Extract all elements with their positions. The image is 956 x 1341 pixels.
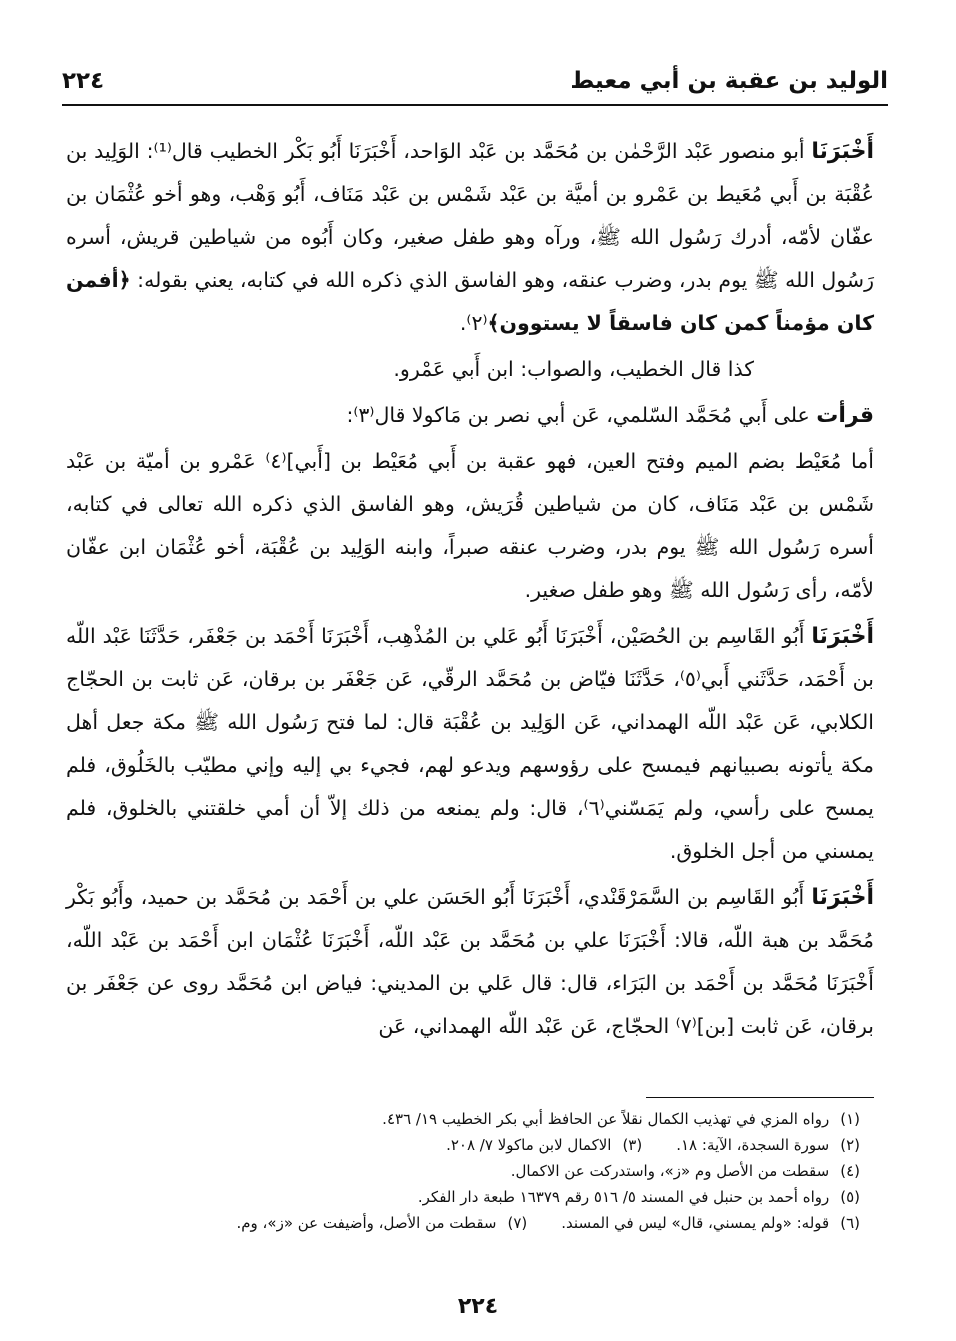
footnote-number: (١) [840,1110,860,1128]
footnote-text: سقطت من الأصل، وأضيفت عن «ز»، وم. [236,1214,497,1232]
footnote-text: الاكمال لابن ماكولا ٧/ ٢٠٨. [446,1136,612,1154]
paragraph-lead: قرأت [816,403,874,428]
footnote-text: قوله: «ولم يمسني، قال» ليس في المسند. [561,1214,830,1232]
paragraph-lead: أَخْبَرَنَا [811,885,874,910]
footnote [80,1210,860,1236]
paragraph-text: أما مُعَيْط بضم الميم وفتح العين، فهو عقبة بن أَبي مُعَيْط بن [أَبي]⁽٤⁾ عَمْرو بن أميّة بن عَبْد شَمْس بن عَبْد مَنَاف، كان من شياطين قُرَيش، وهو الفاسق الذي ذكره الله تعالى في كتابه، أسره رَسُول الله ﷺ يوم بدر، وضرب عنقه صبراً، وابنه الوَلِيد بن عُقْبَة، أخو عُثْمَان ابن عفّان لأمّه، رأى رَسُول الله ﷺ وهو طفل صغير. [66,449,874,602]
paragraph [66,394,874,437]
footnotes [80,1106,860,1236]
footnote-number: (٤) [840,1162,860,1180]
footnote-number: (٧) [507,1214,528,1232]
paragraph-text: كذا قال الخطيب، والصواب: ابن أَبي عَمْرو. [393,357,754,381]
paragraph [66,130,874,345]
paragraph [66,440,874,612]
footnote-rule [646,1097,874,1098]
quran-verse: ﴿أفمن كان مؤمناً كمن كان فاسقاً لا يستوون﴾ [66,268,874,335]
footnote-number: (٦) [840,1214,860,1232]
running-header [62,64,888,104]
footnote [80,1158,860,1184]
paragraph-text: أَبُو القَاسِم بن الحُصَيْن، أَخْبَرَنَا أَبُو عَلي بن المُذْهِب، أَخْبَرَنَا أَحْمَد بن جَعْفَر، حَدَّثَنَا عَبْد اللّه بن أَحْمَد، حَدَّثَني أَبي⁽٥⁾، حَدَّثَنَا فيّاض بن مُحَمَّد الرقّي، عَن جَعْفَر بن برقان، عَن ثابت بن الحجّاج الكلابي، عَن عَبْد اللّه الهمداني، عَن الوَلِيد بن عُقْبَة قال: لما فتح رَسُول الله ﷺ مكة جعل أهل مكة يأتونه بصبيانهم فيمسح على رؤوسهم ويدعو لهم، فجيء بي إليه وإني مطيّب بالخَلُوق، فلم يمسح على رأسي، ولم يَمَسّني⁽٦⁾، قال: ولم يمنعه من ذلك إلاّ أن أمي خلقتني بالخلوق، فلم يمسني من أجل الخلوق. [66,624,875,863]
footnote [80,1106,860,1132]
footnote-number: (٥) [840,1188,860,1206]
paragraph [66,876,874,1048]
footnote-text: سورة السجدة، الآية: ١٨. [676,1136,830,1154]
paragraph-text: أبو منصور عَبْد الرَّحْمٰن بن مُحَمَّد بن عَبْد الوَاحد، أَخْبَرَنَا أَبُو بَكْر الخطيب قال⁽¹⁾: الوَلِيد بن عُقْبَة بن أَبي مُعَيط بن عَمْرو بن أميَّة بن عَبْد شَمْس بن عَبْد مَنَاف، أَبُو وَهْب، وهو أخو عُثْمَان بن عفّان لأمّه، أدرك رَسُول الله ﷺ، ورآه وهو طفل صغير، وكان أَبُوه من شياطين قريش، أسره رَسُول الله ﷺ يوم بدر، وضرب عنقه، وهو الفاسق الذي ذكره الله في كتابه، يعني بقوله: [66,139,874,292]
paragraph [66,615,874,873]
footer-page-number: ٢٢٤ [457,1294,499,1319]
footnote-number: (٣) [622,1136,643,1154]
header-page-number: ٢٢٤ [62,68,105,94]
paragraph [66,348,874,391]
footnote-text: رواه أحمد بن حنبل في المسند ٥/ ٥١٦ رقم ١٦٣٧٩ طبعة دار الفكر. [417,1188,830,1206]
main-text [66,130,874,1051]
paragraph-text: أَبُو القَاسِم بن السَّمَرْقَنْدي، أَخْبَرَنَا أَبُو الحَسَن علي بن أَحْمَد بن مُحَمَّد بن حميد، وأَبُو بَكْر مُحَمَّد بن هبة اللّه، قالا: أَخْبَرَنَا علي بن مُحَمَّد بن عَبْد اللّه، أَخْبَرَنَا عُثْمَان ابن أَحْمَد بن عَبْد اللّه، أَخْبَرَنَا مُحَمَّد بن أَحْمَد بن البَرَاء، قال: قال عَلي بن المديني: فياض ابن مُحَمَّد روى عن جَعْفَر بن برقان، عَن ثابت [بن]⁽٧⁾ الحجّاج، عَن عَبْد اللّه الهمداني، عَن [66,885,874,1038]
header-rule [62,104,888,106]
paragraph-lead: أَخْبَرَنَا [811,139,874,164]
footnote-number: (٢) [840,1136,860,1154]
footnote-text: سقطت من الأصل وم «ز»، واستدركت عن الاكمال. [510,1162,830,1180]
running-title: الوليد بن عقبة بن أبي معيط [570,68,888,94]
paragraph-lead: أَخْبَرَنَا [811,624,874,649]
footnote-text: رواه المزي في تهذيب الكمال نقلاً عن الحافظ أبي بكر الخطيب ١٩/ ٤٣٦. [382,1110,830,1128]
footnote [80,1132,860,1158]
paragraph-text: على أَبي مُحَمَّد السّلمي، عَن أبي نصر بن مَاكولا قال⁽٣⁾: [346,403,817,427]
paragraph-tail: ⁽٢⁾. [459,311,488,335]
footnote [80,1184,860,1210]
